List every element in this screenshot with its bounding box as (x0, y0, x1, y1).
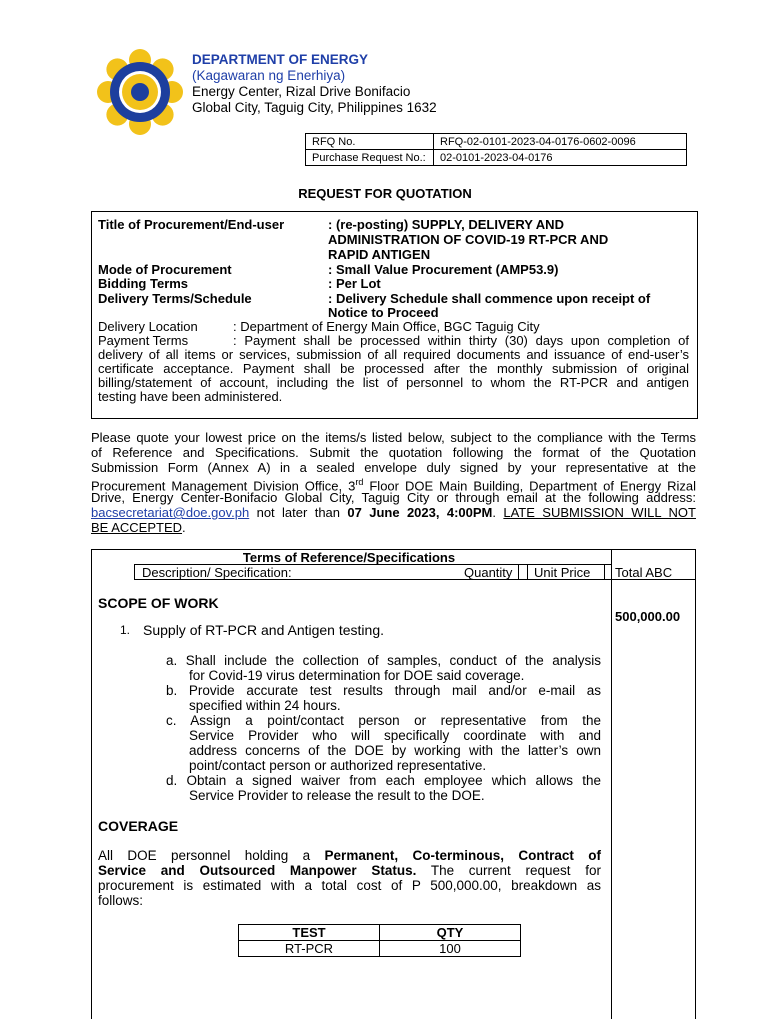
test-name-cell: RT-PCR (239, 941, 380, 957)
mode-value: : Small Value Procurement (AMP53.9) (328, 262, 559, 277)
rfq-info-table (305, 133, 687, 166)
payment-value-4: billing/statement of account, including the list of personnel to whom the RT-PCR and antigen (98, 375, 689, 390)
item-1-text: Supply of RT-PCR and Antigen testing. (143, 622, 384, 638)
sub-b-line-1: b. Provide accurate test results through mail and/or e-mail as (166, 683, 601, 698)
coverage-line-1a: All DOE personnel holding a (98, 848, 325, 863)
coverage-line-2 (98, 863, 601, 879)
instruction-line-5: Drive, Energy Center-Bonifacio Global City, Taguig City or through email at the following address: (91, 490, 696, 505)
deadline-suffix: . (492, 505, 504, 520)
bidding-value: : Per Lot (328, 276, 381, 291)
late-warning-2: BE ACCEPTED (91, 520, 183, 535)
instruction-line-3: Submission Form (Annex A) in a sealed envelope duly signed by your representative at the (91, 460, 696, 475)
coverage-line-4: follows: (98, 893, 144, 908)
coverage-line-2b: The current request for (416, 863, 601, 878)
sub-c-line-3: address concerns of the DOE by working with the latter’s own (189, 743, 601, 758)
instruction-line-1: Please quote your lowest price on the items/s listed below, subject to the compliance with the Terms (91, 430, 696, 445)
test-table-header (239, 925, 521, 941)
sub-d-line-2: Service Provider to release the result to the DOE. (189, 788, 485, 803)
instruction-line-4b: Floor DOE Main Building, Department of Energy Rizal (363, 478, 697, 494)
pr-label: Purchase Request No.: (306, 150, 434, 166)
col-quantity: Quantity (464, 565, 513, 580)
bidding-label: Bidding Terms (98, 276, 189, 291)
title-value-2: ADMINISTRATION OF COVID-19 RT-PCR AND (328, 232, 609, 247)
delivery-label: Delivery Terms/Schedule (98, 291, 252, 306)
col-description: Description/ Specification: (142, 565, 292, 580)
delivery-value-1: : Delivery Schedule shall commence upon receipt of (328, 291, 651, 306)
department-name: DEPARTMENT OF ENERGY (192, 52, 369, 67)
test-quantity-table (238, 924, 521, 957)
instruction-line-2: of Reference and Specifications. Submit the quotation following the format of the Quotation (91, 445, 696, 460)
instruction-line-6 (91, 505, 696, 521)
payment-value-1: : Payment shall be processed within thirty (30) days upon completion of (233, 333, 689, 348)
col-unit-price: Unit Price (534, 565, 591, 580)
test-qty-cell: 100 (380, 941, 521, 957)
qty-header: QTY (380, 925, 521, 941)
ordinal-suffix: rd (355, 477, 364, 487)
email-link[interactable]: bacsecretariat@doe.gov.ph (91, 505, 250, 520)
payment-label: Payment Terms (98, 333, 189, 348)
document-title: REQUEST FOR QUOTATION (298, 186, 472, 201)
rfq-label: RFQ No. (306, 134, 434, 150)
payment-value-3: certificate acceptance. Payment shall be processed after the monthly submission of original (98, 361, 689, 376)
pr-row (306, 150, 687, 166)
letterhead (192, 52, 437, 116)
coverage-title: COVERAGE (98, 818, 179, 834)
deadline: 07 June 2023, 4:00PM (347, 505, 493, 520)
instruction-line-4a: Procurement Management Division Office, 3 (91, 478, 356, 494)
department-filipino: (Kagawaran ng Enerhiya) (192, 68, 346, 83)
delivery-value-2: Notice to Proceed (328, 305, 439, 320)
location-value: : Department of Energy Main Office, BGC Taguig City (233, 319, 540, 334)
rfq-row (306, 134, 687, 150)
scope-of-work-title: SCOPE OF WORK (98, 595, 219, 611)
late-warning-end: . (182, 520, 186, 535)
payment-value-5: testing have been administered. (98, 389, 283, 404)
payment-value-2: delivery of all items or services, submission of all required documents and issuance of end-user’s (98, 347, 689, 362)
address-line-2: Global City, Taguig City, Philippines 1632 (192, 100, 437, 115)
title-value-1: : (re-posting) SUPPLY, DELIVERY AND (328, 217, 564, 232)
title-label: Title of Procurement/End-user (98, 217, 285, 232)
rfq-value: RFQ-02-0101-2023-04-0176-0602-0096 (434, 134, 687, 150)
late-warning-1: LATE SUBMISSION WILL NOT (503, 505, 696, 520)
item-1-number: 1. (120, 623, 131, 637)
coverage-status-1: Permanent, Co-terminous, Contract of (324, 848, 601, 863)
total-abc-value: 500,000.00 (615, 609, 681, 624)
deadline-prefix: not later than (249, 505, 348, 520)
address-line-1: Energy Center, Rizal Drive Bonifacio (192, 84, 411, 99)
location-label: Delivery Location (98, 319, 198, 334)
sub-a-line-1: a. Shall include the collection of samples, conduct of the analysis (166, 653, 601, 668)
sub-c-line-2: Service Provider who will specifically coordinate with and (189, 728, 601, 743)
coverage-line-3: procurement is estimated with a total cost of P 500,000.00, breakdown as (98, 878, 601, 893)
coverage-status-2: Service and Outsourced Manpower Status. (98, 863, 417, 878)
test-header: TEST (239, 925, 380, 941)
col-total-abc: Total ABC (615, 565, 673, 580)
test-table-row (239, 941, 521, 957)
coverage-line-1 (98, 848, 601, 864)
doe-seal-logo (96, 48, 184, 136)
sub-b-line-2: specified within 24 hours. (189, 698, 341, 713)
sub-d-line-1: d. Obtain a signed waiver from each employee which allows the (166, 773, 601, 788)
mode-label: Mode of Procurement (98, 262, 232, 277)
sub-c-line-1: c. Assign a point/contact person or representative from the (166, 713, 601, 728)
instruction-line-7 (91, 520, 186, 536)
tor-heading: Terms of Reference/Specifications (242, 550, 456, 565)
pr-value: 02-0101-2023-04-0176 (434, 150, 687, 166)
sub-c-line-4: point/contact person or authorized representative. (189, 758, 487, 773)
title-value-3: RAPID ANTIGEN (328, 247, 431, 262)
sub-a-line-2: for Covid-19 virus determination for DOE said coverage. (189, 668, 525, 683)
